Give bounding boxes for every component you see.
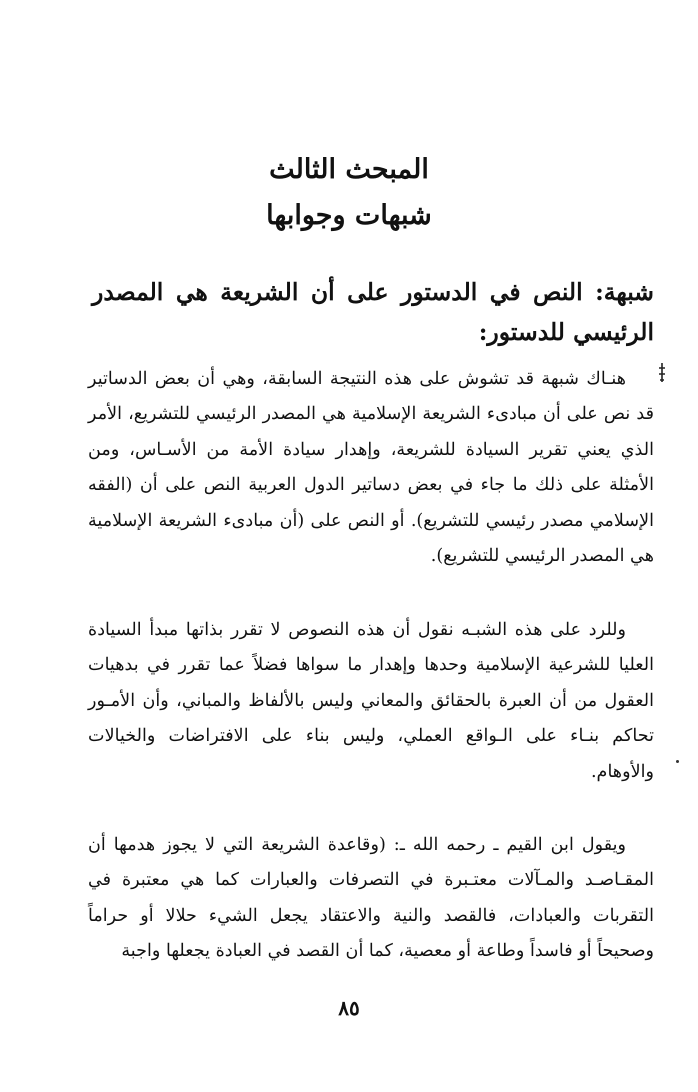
section-heading: شبهة: النص في الدستور على أن الشريعة هي المصدر الرئيسي للدستور:	[92, 278, 654, 346]
chapter-title: المبحث الثالث	[269, 154, 429, 185]
chapter-subtitle: شبهات وجوابها	[266, 200, 432, 231]
paragraph-3	[88, 828, 654, 970]
paragraph-2	[88, 613, 654, 790]
page-number: ٨٥	[338, 996, 360, 1020]
paragraph-3-text: ويقول ابن القيم ـ رحمه الله ـ: (وقاعدة الشريعة التي لا يجوز هدمها أن المقـاصـد والمـآلات معتـبرة في التصرفات والعبارات كما هي معتبرة في التقربات والعبادات، فالقصد والنية والاعتقاد يجعل الشيء حلالا أو حراماً وصحيحاً أو فاسداً وطاعة أو معصية، كما أن القصد في العبادة يجعلها واجبة	[88, 835, 654, 962]
paragraph-1	[88, 362, 654, 574]
paragraph-2-text: وللرد على هذه الشبـه نقول أن هذه النصوص لا تقرر بذاتها مبدأ السيادة العليا للشرعية الإسلامية وحدها وإهدار ما سواها فضلاً عما تقرر في بدهيات العقول من أن العبرة بالحقائق والمعاني وليس بالألفاظ والمباني، وأن الأمـور تحاكم بنـاء على الـواقع العملي، وليس بناء على الافتراضات والخيالات والأوهام.	[88, 620, 654, 782]
margin-dot-icon	[676, 760, 679, 763]
margin-mark-icon	[657, 362, 667, 384]
paragraph-1-text: هنـاك شبهة قد تشوش على هذه النتيجة السابقة، وهي أن بعض الدساتير قد نص على أن مبادىء الشريعة الإسلامية هي المصدر الرئيسي للتشريع، الأمر الذي يعني تقرير السيادة للشريعة، وإهدار سيادة الأمة من الأسـاس، ومن الأمثلة على ذلك ما جاء في بعض دساتير الدول العربية النص على أن (الفقه الإسلامي مصدر رئيسي للتشريع). أو النص على (أن مبادىء الشريعة الإسلامية هي المصدر الرئيسي للتشريع).	[88, 369, 654, 567]
